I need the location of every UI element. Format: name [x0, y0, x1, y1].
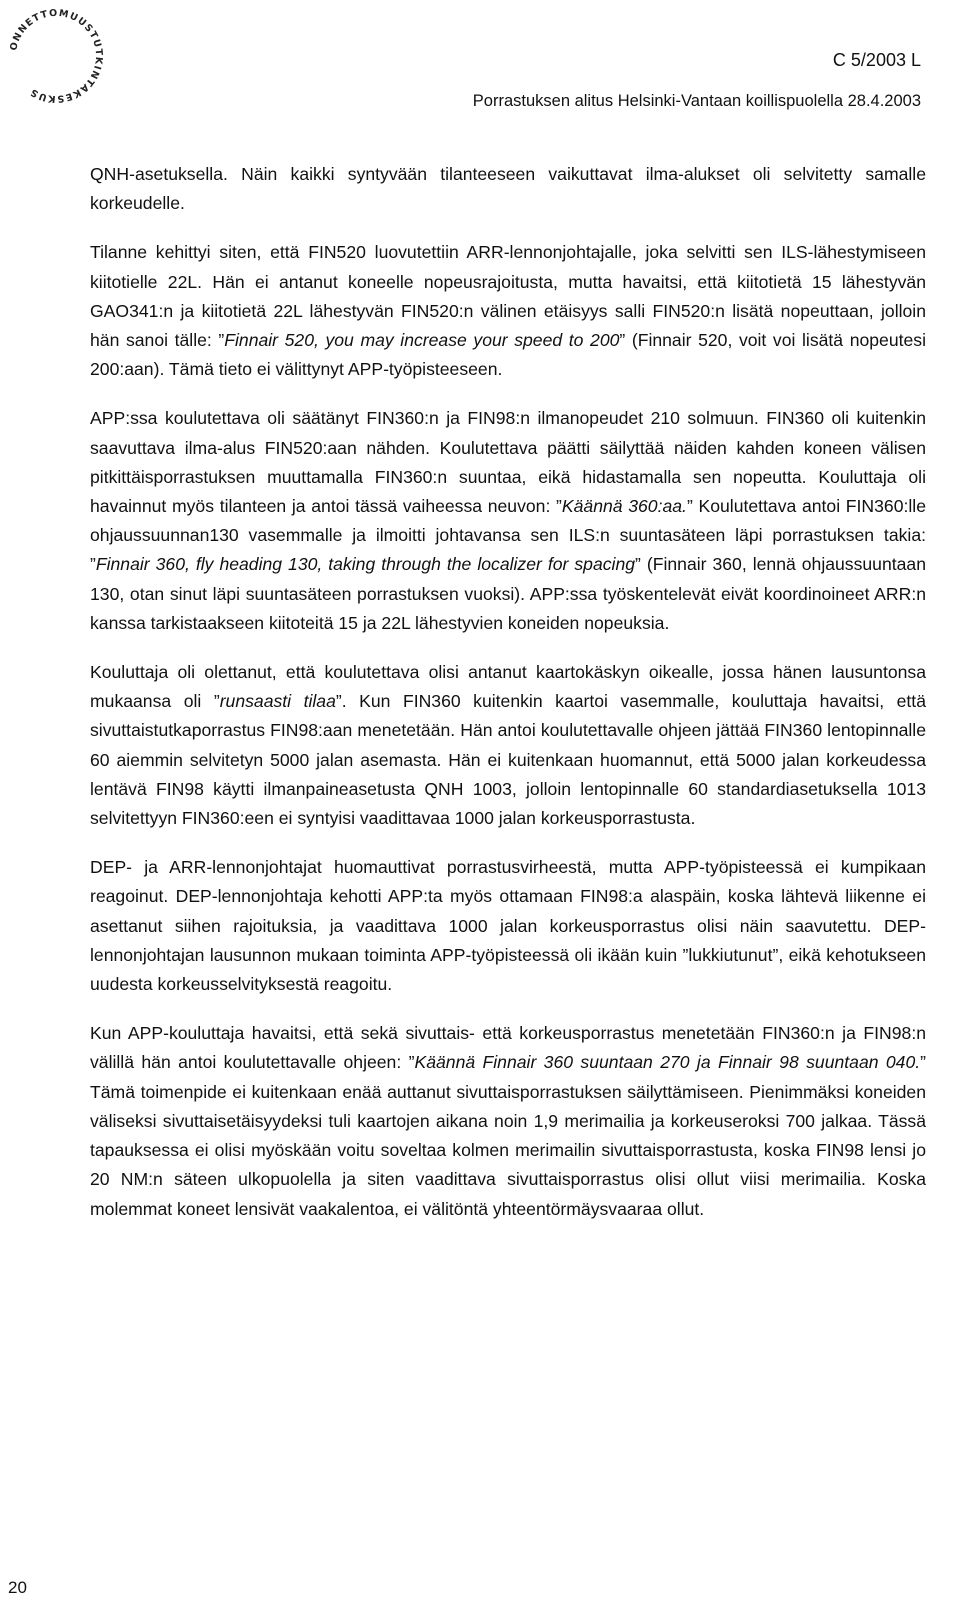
svg-text:ONNETTOMUUSTUTKINTAKESKUS: [8, 8, 104, 104]
organization-seal-logo: [0, 0, 112, 112]
body-paragraph: [90, 404, 926, 638]
report-body: [90, 160, 926, 1244]
paragraph-text: ” Koulutettava antoi FIN360:lle ohjaussuunnan130 vasemmalle ja ilmoitti johtavansa sen ILS:n suuntasäteen läpi porrastuksen takia: ”: [90, 496, 926, 575]
seal-lettering: ONNETTOMUUSTUTKINTAKESKUS: [8, 7, 105, 105]
paragraph-text: Kun APP-kouluttaja havaitsi, että sekä sivuttais- että korkeusporrastus menetetään FIN360:n ja FIN98:n välillä hän antoi koulutettavalle ohjeen: ”: [90, 1023, 926, 1073]
report-title: Porrastuksen alitus Helsinki-Vantaan koillispuolella 28.4.2003: [472, 92, 921, 110]
paragraph-text: ” (Finnair 520, voit voi lisätä nopeutesi 200:aan). Tämä tieto ei välittynyt APP-työpisteeseen.: [90, 330, 926, 380]
paragraph-text: ”. Kun FIN360 kuitenkin kaartoi vasemmalle, kouluttaja havaitsi, että sivuttaistutkaporrastus FIN98:aan menetetään. Hän antoi koulutettavalle ohjeen jättää FIN360 lentopinnalle 60 aiemmin selvitetyn 5000 jalan asemasta. Hän ei kuitenkaan huomannut, että 5000 jalan korkeudessa lentävä FIN98 käytti ilmanpaineasetusta QNH 1003, jolloin lentopinnalle 60 standardiasetuksella 1013 selvitettyyn FIN360:een ei syntyisi vaadittavaa 1000 jalan korkeusporrastusta.: [90, 691, 926, 829]
paragraph-text: QNH-asetuksella. Näin kaikki syntyvään tilanteeseen vaikuttavat ilma-alukset oli selvitetty samalle korkeudelle.: [90, 164, 926, 214]
quoted-radio-phrase: runsaasti tilaa: [219, 691, 336, 712]
paragraph-text: Kouluttaja oli olettanut, että koulutettava olisi antanut kaartokäskyn oikealle, jossa hänen lausuntonsa mukaansa oli ”: [90, 662, 926, 712]
report-code: C 5/2003 L: [832, 50, 921, 70]
body-paragraph: [90, 658, 926, 833]
seal-icon: [0, 0, 112, 112]
quoted-radio-phrase: Finnair 360, fly heading 130, taking through the localizer for spacing: [95, 554, 636, 575]
paragraph-text: ” Tämä toimenpide ei kuitenkaan enää auttanut sivuttaisporrastuksen säilyttämiseen. Pienimmäksi koneiden väliseksi sivuttaisetäisyydeksi tuli kaartojen aikana noin 1,9 merimailia ja korkeuseroksi 700 jalkaa. Tässä tapauksessa ei olisi myöskään voitu soveltaa kolmen merimailin sivuttaisporrastusta, koska FIN98 lensi jo 20 NM:n säteen ulkopuolella ja siten vaadittava sivuttaisporrastus olisi ollut viisi merimailia. Koska molemmat koneet lensivät vaakalentoa, ei välitöntä yhteentörmäysvaaraa ollut.: [90, 1052, 926, 1219]
body-paragraph: [90, 853, 926, 999]
page-number: 20: [8, 1578, 27, 1597]
body-paragraph: [90, 160, 926, 218]
paragraph-text: DEP- ja ARR-lennonjohtajat huomauttivat porrastusvirheestä, mutta APP-työpisteessä ei kumpikaan reagoinut. DEP-lennonjohtaja kehotti APP:ta myös ottamaan FIN98:a alaspäin, koska lähtevä liikenne ei asettanut siihen rajoituksia, ja vaadittava 1000 jalan korkeusporrastus olisi näin saavutettu. DEP-lennonjohtajan lausunnon mukaan toiminta APP-työpisteessä oli ikään kuin ”lukkiutunut”, eikä kehotukseen uudesta korkeusselvityksestä reagoitu.: [90, 857, 926, 995]
body-paragraph: [90, 238, 926, 384]
body-paragraph: [90, 1019, 926, 1223]
quoted-radio-phrase: Käännä 360:aa.: [561, 496, 687, 517]
paragraph-text: APP:ssa koulutettava oli säätänyt FIN360:n ja FIN98:n ilmanopeudet 210 solmuun. FIN360 oli kuitenkin saavuttava ilma-alus FIN520:aan nähden. Koulutettava päätti säilyttää näiden kahden koneen välisen pitkittäisporrastuksen muuttamalla FIN360:n suuntaa, eikä hidastamalla sen nopeutta. Kouluttaja oli havainnut myös tilanteen ja antoi tässä vaiheessa neuvon: ”: [90, 408, 926, 517]
paragraph-text: Tilanne kehittyi siten, että FIN520 luovutettiin ARR-lennonjohtajalle, joka selvitti sen ILS-lähestymiseen kiitotielle 22L. Hän ei antanut koneelle nopeusrajoitusta, mutta havaitsi, että kiitotietä 15 lähestyvän GAO341:n ja kiitotietä 22L lähestyvän FIN520:n välinen etäisyys salli FIN520:n lisätä nopeuttaan, jolloin hän sanoi tälle: ”: [90, 242, 926, 351]
quoted-radio-phrase: Käännä Finnair 360 suuntaan 270 ja Finnair 98 suuntaan 040.: [414, 1052, 921, 1073]
quoted-radio-phrase: Finnair 520, you may increase your speed to 200: [224, 330, 620, 351]
paragraph-text: ” (Finnair 360, lennä ohjaussuuntaan 130, otan sinut läpi suuntasäteen porrastuksen vuoksi). APP:ssa työskentelevät eivät koordinoineet ARR:n kanssa tarkistaakseen kiitoteitä 15 ja 22L lähestyvien koneiden nopeuksia.: [90, 554, 926, 633]
